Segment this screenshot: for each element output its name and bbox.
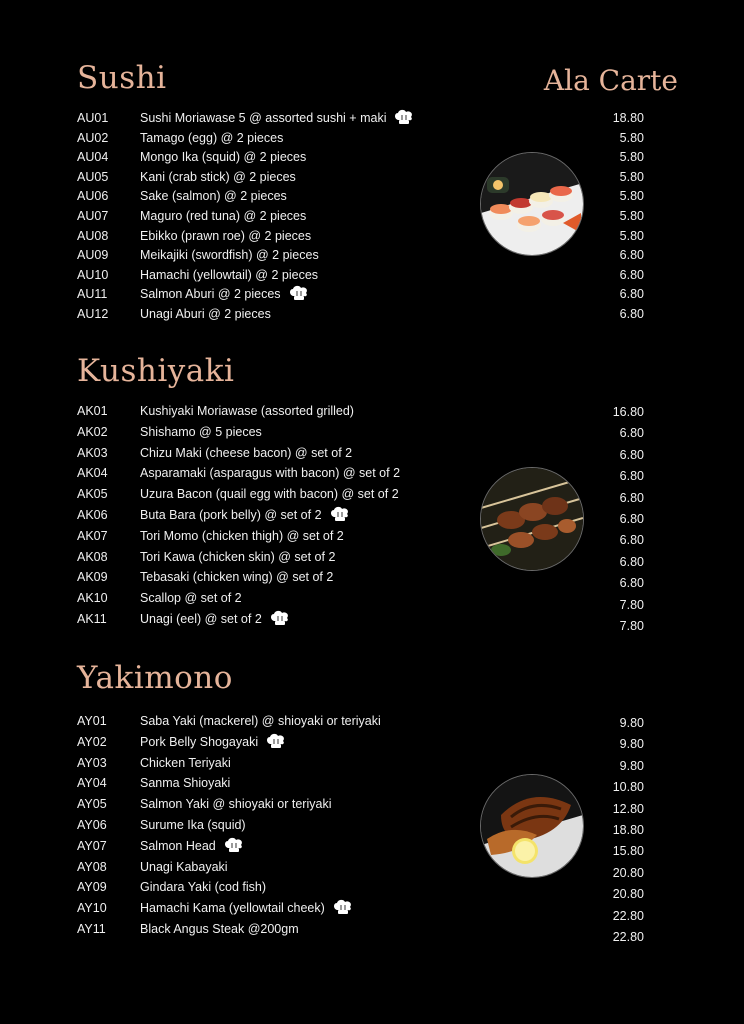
- item-name: [140, 285, 309, 303]
- item-code: AY07: [77, 838, 107, 853]
- item-name-text: Black Angus Steak @200gm: [140, 922, 299, 936]
- item-price: 7.80: [619, 597, 644, 612]
- item-price: 22.80: [612, 930, 644, 944]
- item-name-text: Unagi Aburi @ 2 pieces: [140, 307, 271, 321]
- item-name: [140, 402, 354, 420]
- item-name-text: Tamago (egg) @ 2 pieces: [140, 130, 284, 145]
- item-code: AK01: [77, 404, 108, 418]
- item-price: 22.80: [612, 908, 644, 923]
- item-name-text: Sake (salmon) @ 2 pieces: [140, 189, 287, 204]
- item-price: 6.80: [619, 576, 644, 591]
- chef-hat-icon: [224, 837, 244, 853]
- item-name-text: Salmon Head: [140, 838, 216, 853]
- item-price: 6.80: [619, 469, 644, 484]
- item-name-text: Unagi (eel) @ set of 2: [140, 612, 262, 626]
- item-name-text: Asparamaki (asparagus with bacon) @ set of 2: [140, 466, 401, 481]
- chef-hat-icon: [333, 899, 353, 915]
- item-name-text: Hamachi (yellowtail) @ 2 pieces: [140, 267, 319, 282]
- item-price: 6.80: [619, 287, 644, 302]
- item-name: [140, 610, 290, 628]
- item-code: AY02: [77, 734, 107, 749]
- item-code: AU10: [77, 267, 109, 282]
- item-name-text: Tori Kawa (chicken skin) @ set of 2: [140, 549, 336, 564]
- item-name: [140, 129, 283, 147]
- item-name: [140, 795, 331, 813]
- item-code: AY09: [77, 880, 107, 895]
- item-name-text: Saba Yaki (mackerel) @ shioyaki or teriyaki: [140, 714, 381, 728]
- item-code: AK04: [77, 466, 108, 481]
- item-name: [140, 733, 286, 751]
- item-name-text: Gindara Yaki (cod fish): [140, 880, 266, 895]
- item-name: [140, 548, 335, 566]
- item-name-text: Shishamo @ 5 pieces: [140, 424, 262, 439]
- item-code: AU02: [77, 130, 109, 145]
- item-code: AY08: [77, 859, 107, 874]
- item-price: 6.80: [619, 447, 644, 462]
- item-name: [140, 187, 287, 205]
- section-title-yakimono: Yakimono: [77, 660, 233, 696]
- item-name: [140, 568, 333, 586]
- item-name-text: Ebikko (prawn roe) @ 2 pieces: [140, 228, 312, 243]
- section-title-kushiyaki: Kushiyaki: [77, 353, 235, 389]
- item-code: AU01: [77, 111, 109, 125]
- item-price: 12.80: [612, 801, 644, 816]
- item-name: [140, 589, 242, 607]
- item-price: 20.80: [612, 887, 644, 902]
- item-code: AU09: [77, 248, 109, 263]
- item-name: [140, 227, 311, 245]
- item-name: [140, 774, 230, 792]
- item-name: [140, 816, 246, 834]
- item-code: AY03: [77, 755, 107, 770]
- item-price: 5.80: [619, 130, 644, 145]
- item-name-text: Hamachi Kama (yellowtail cheek): [140, 901, 325, 916]
- item-price: 6.80: [619, 554, 644, 569]
- item-code: AK07: [77, 528, 108, 543]
- item-name-text: Tori Momo (chicken thigh) @ set of 2: [140, 528, 344, 543]
- item-code: AU12: [77, 307, 109, 321]
- item-price: 16.80: [612, 405, 644, 419]
- item-name: [140, 754, 231, 772]
- item-name: [140, 168, 296, 186]
- item-name-text: Kushiyaki Moriawase (assorted grilled): [140, 404, 354, 418]
- item-name-text: Chicken Teriyaki: [140, 755, 231, 770]
- item-code: AU11: [77, 287, 108, 302]
- item-code: AU04: [77, 150, 109, 165]
- item-name: [140, 920, 299, 938]
- item-price: 10.80: [612, 780, 644, 795]
- item-name-text: Meikajiki (swordfish) @ 2 pieces: [140, 248, 319, 263]
- item-code: AK10: [77, 591, 108, 606]
- item-price: 5.80: [619, 150, 644, 165]
- item-price: 18.80: [612, 823, 644, 837]
- item-code: AK03: [77, 445, 108, 460]
- item-name: [140, 148, 306, 166]
- sushi-photo: [480, 152, 584, 256]
- item-name-text: Salmon Aburi @ 2 pieces: [140, 287, 281, 302]
- page-subtitle: Ala Carte: [543, 64, 678, 97]
- item-name-text: Buta Bara (pork belly) @ set of 2: [140, 508, 322, 522]
- chef-hat-icon: [394, 109, 414, 125]
- item-code: AU07: [77, 209, 109, 223]
- item-name: [140, 527, 344, 545]
- item-code: AY01: [77, 714, 107, 728]
- item-name: [140, 246, 319, 264]
- item-name: [140, 266, 318, 284]
- item-name: [140, 837, 244, 855]
- item-code: AU06: [77, 189, 109, 204]
- item-name-text: Unagi Kabayaki: [140, 859, 228, 874]
- item-name: [140, 858, 228, 876]
- item-name: [140, 444, 352, 462]
- item-name-text: Uzura Bacon (quail egg with bacon) @ set of 2: [140, 487, 399, 502]
- item-price: 15.80: [612, 844, 644, 859]
- item-price: 9.80: [619, 737, 644, 752]
- item-name: [140, 464, 400, 482]
- item-price: 6.80: [619, 267, 644, 282]
- item-code: AK05: [77, 487, 108, 502]
- chef-hat-icon: [266, 733, 286, 749]
- item-name-text: Pork Belly Shogayaki: [140, 734, 259, 749]
- chef-hat-icon: [270, 610, 290, 626]
- item-code: AK08: [77, 549, 108, 564]
- item-code: AY04: [77, 776, 107, 791]
- item-code: AY05: [77, 797, 107, 812]
- item-price: 6.80: [619, 490, 644, 505]
- item-name: [140, 305, 271, 323]
- item-code: AK09: [77, 570, 108, 585]
- chef-hat-icon: [330, 506, 350, 522]
- item-name-text: Salmon Yaki @ shioyaki or teriyaki: [140, 797, 332, 812]
- item-price: 9.80: [619, 716, 644, 730]
- item-price: 6.80: [619, 248, 644, 263]
- item-code: AK11: [77, 612, 107, 626]
- item-name: [140, 712, 381, 730]
- item-price: 5.80: [619, 209, 644, 223]
- item-name: [140, 207, 306, 225]
- item-price: 6.80: [619, 533, 644, 548]
- item-code: AU05: [77, 169, 109, 184]
- kushiyaki-photo: [480, 467, 584, 571]
- item-code: AY06: [77, 818, 107, 832]
- item-name-text: Scallop @ set of 2: [140, 591, 242, 606]
- item-name-text: Maguro (red tuna) @ 2 pieces: [140, 209, 307, 223]
- item-price: 20.80: [612, 865, 644, 880]
- item-name-text: Kani (crab stick) @ 2 pieces: [140, 169, 296, 184]
- item-name-text: Tebasaki (chicken wing) @ set of 2: [140, 570, 334, 585]
- section-title-sushi: Sushi: [77, 60, 167, 96]
- item-name-text: Surume Ika (squid): [140, 818, 246, 832]
- chef-hat-icon: [289, 285, 309, 301]
- item-price: 6.80: [619, 307, 644, 321]
- item-name: [140, 878, 266, 896]
- item-price: 5.80: [619, 228, 644, 243]
- item-price: 9.80: [619, 758, 644, 773]
- item-name: [140, 423, 262, 441]
- item-name-text: Sushi Moriawase 5 @ assorted sushi + maki: [140, 111, 387, 125]
- item-code: AU08: [77, 228, 109, 243]
- item-price: 6.80: [619, 512, 644, 526]
- item-price: 7.80: [619, 619, 644, 633]
- item-code: AK02: [77, 424, 108, 439]
- item-name: [140, 899, 353, 917]
- item-name-text: Chizu Maki (cheese bacon) @ set of 2: [140, 445, 353, 460]
- item-code: AY10: [77, 901, 107, 916]
- item-code: AK06: [77, 508, 108, 522]
- item-name-text: Mongo Ika (squid) @ 2 pieces: [140, 150, 307, 165]
- item-price: 5.80: [619, 169, 644, 184]
- item-name: [140, 485, 399, 503]
- item-price: 6.80: [619, 426, 644, 441]
- item-name-text: Sanma Shioyaki: [140, 776, 231, 791]
- item-price: 18.80: [612, 111, 644, 125]
- item-code: AY11: [77, 922, 106, 936]
- item-name: [140, 109, 414, 127]
- item-name: [140, 506, 350, 524]
- item-price: 5.80: [619, 189, 644, 204]
- yakimono-photo: [480, 774, 584, 878]
